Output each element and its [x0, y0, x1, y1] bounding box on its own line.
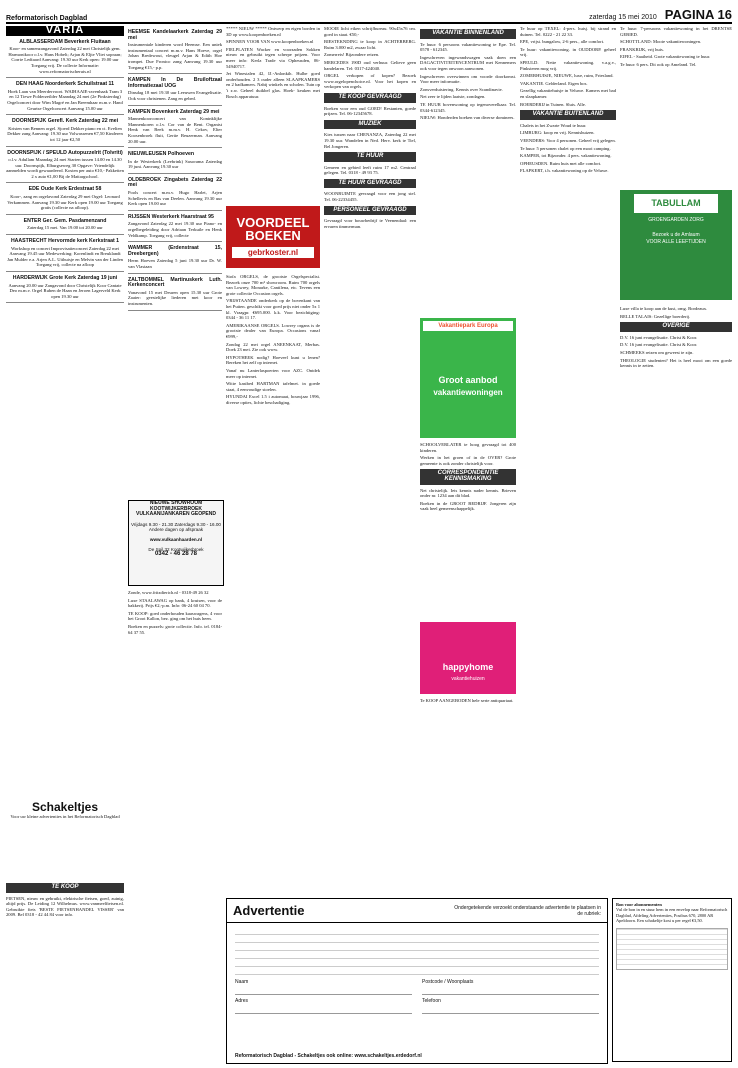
contact-fields [227, 979, 607, 1017]
varia-event [6, 82, 124, 115]
classified-item: Kies tussen naar CHENANZA, Zaterdag 22 mei 19.30 uur. Wandelen in Ned. Herv. kerk te Tiel, Bel Jongeren. [324, 132, 416, 149]
classified-item: BELLE TALAIS: Gezellige boerderij. [620, 313, 691, 319]
ad-headline: happyhome [442, 662, 494, 672]
event-text: Herm Hoeven Zaterdag 5 juni 19.30 uur Dr. W. van Vlastaan [128, 258, 222, 269]
event-block [128, 110, 222, 149]
classified-item: Stofa ORGELS, de grootste Orgelspecialist. Bezoek onze 700 m² showroom. Ruim 700 orgels van Lowrey, Monarke, Cantilena, etc. Tevens een grote collectie Occasion orgels. [226, 274, 320, 296]
classified-item: Ingeschreven overwinnen om voorde doorkomst. Voor meer informatie. [420, 73, 516, 85]
classified-item: ORGEL verkopen of kopen? Bezoek www.orgelopenchoice.nl. Voor het kopen en verkopen van orgels. [324, 73, 416, 90]
classified-item: BIESTEKNDING te koop in ACHTERBERG. Ruim 3.000 m2, zwaar licht. [324, 39, 416, 50]
varia-title: VARIA [6, 26, 124, 36]
column-2 [128, 26, 222, 496]
ad-line: VOOR ALLE LEEFTIJDEN [646, 239, 706, 245]
ad-title: NIEUWE SHOWROOM KOOTWIJKERBROEK VULKAANIJANKAREN GEOPEND [135, 500, 216, 518]
classified-item: Te huur: 5 personen chalet op een mooi camping. [520, 145, 611, 151]
event-text: Koor- en samenzangavond Zaterdag 22 mei Christelijk gem. Harmonikoor o.l.v. Hans Hobelt; Arjan & Eljte Vliet sopraan; Corrie Ledtaard Aanvang: 19.30 uur Kerk open: 19.00 uur Toegang vrij. De collecte Informatie: www.reformatorischeruis.nl [8, 46, 122, 74]
ad-sub: GROENGARDEN ZORG [648, 217, 704, 223]
field-label: Telefoon [422, 998, 441, 1004]
event-title: HARDERWIJK Grote Kerk Zaterdag 19 juni [12, 275, 118, 281]
classified-item: Gezellig vakantiehuisje in Veluwe. Kamers met bad en slaapkamer. [520, 88, 616, 99]
page-date: zaterdag 15 mei 2010 [589, 14, 657, 21]
section-heading: PERSONEEL GEVRAAGD [324, 206, 416, 216]
classified-item: Net christelijk. Iets kennis nader kennis. Brieven onder nr. 1234 aan dit blad. [420, 487, 516, 499]
subscription-coupon [612, 898, 732, 1062]
event-block [128, 278, 222, 311]
classified-item: Te huur: 6 pers. Dit ook op Ameland. Tel. [620, 61, 697, 67]
classified-item: Gemeen en gebied leeft ruim 17 m2. Centraal gelegen. Tel. 0318 - 49 93 75. [324, 164, 416, 176]
classified-item: NIEUW: Honderden boeken van diverse dominees. [420, 115, 515, 121]
event-title: NIEUWLEUSEN Polhoeven [128, 151, 195, 158]
classified-item: Te huur op TEXEL: 4-pers. huisj. bij strand en duinen. Tel. 0222 - 21 22 33. [520, 26, 616, 37]
event-title: DOORNSPIJK Gerefl. Kerk Zaterdag 22 mei [11, 118, 119, 125]
classified-item: SPINNEN VOOR VAN www.koopenboeken.nl [226, 39, 314, 45]
varia-event [6, 239, 124, 272]
event-title: KAMPEN Bovenkerk Zaterdag 29 mei [128, 108, 220, 115]
classified-item: Ingeschreven ingewandswagen vaak doen een DAGACTIVITEITENCENTRUM met Kennemers ook voor tegen onwoon aanwonen. [420, 54, 516, 71]
event-text: Mannenkoorconcert van Koninklijke Mannenkoren o.l.v. Cor van de Bent. Organist Henk van Beek m.m.v. H. Cekov, Elter Koosenbroek fluit, Gertie Beuzerman. Aanvang 20.00 uur. [128, 116, 222, 144]
classified-item: SCHOTTLAND: Mooie vakantiewoningen. [620, 39, 702, 45]
classified-item: Zondag 22 mei orgel ANEENKAAT, Merbas. Doek 23 mei. Zie ook www. [226, 341, 320, 353]
varia-event [6, 151, 124, 184]
section-heading: TE HUUR [324, 152, 416, 162]
event-text: Vanavond 15 mei Deuren open 15.30 uur Grote Zaaier: geestelijke liederen met koor en instrumenten. [128, 289, 222, 306]
classified-item: Net zeer te lijden laatste, zondagen. [420, 94, 486, 100]
event-text: Aanvang 20.00 uur Zangavond door Christelijk Koor Cantate Deo m.m.v. Orgel Ruben de Haan en Jeroen Lagerveld Kerk open 19.30 uur [8, 282, 122, 299]
classified-item: Jet Winestalen 42, IJ.-Anlonkih. Hulbe goed onderhouden. 2 3 ouder alleen SLAAPKAMERS en 2 badkamers. Nabij winkels en scholen. Tuin op 't z.w. Geheel duikbel glas. Hoek- keuken met Bosch apparatuur. [226, 71, 320, 99]
field-label: Adres [235, 998, 249, 1004]
phone-field[interactable] [422, 1007, 599, 1014]
event-text: Hoek Laan van Meerdervoort. WAIHAAIE-ravenhaak Tram 3 en 12 Tiewe Polderzeilder Maandag 24 mei (2e Pinksterdag) Orgelconcert door Wim Magré en Jan Breemhaar m.m.v. Hand Geurtse Orgelconcert Aanvang 15.00 uur [7, 88, 123, 111]
column-7-top [620, 26, 732, 186]
column-3-body [226, 274, 320, 894]
event-text: Pools concert m.m.v. Hugo Harlet, Arjen Schellevis en Bas van Deelen. Aanvang 19.30 uur Kerk open 19.00 uur [128, 190, 222, 207]
classified-item: Witte kastbed HARTMAN tafelmet. in goede staat, 4 eenvoudige stoelen. [226, 381, 320, 392]
event-text: Instrumentale kinderen word Heemse. Een uniek instrumentaal concert m.m.v. Hans Hoeve, orgel Johan Bredewout, vleugel Arjan & Edith Hoe trompet. Due Fronico zang Aanvang 19.30 uur Toegang €15,- p.p. [128, 42, 222, 70]
event-title: OLDEBROEK Zingabets Zaterdag 22 mei [128, 176, 222, 189]
classified-item: MERCEDES 190D oud verhuur. Gelieve geen handelaren. Tel: 0317-424040. [324, 59, 416, 71]
event-text: Dinsdag 18 mei 19.30 uur Leeuwen Evangelisatie. Ook voor christenen. Zang en gebed. [128, 90, 222, 101]
column-5-mid [420, 442, 516, 618]
page-label: PAGINA [664, 7, 714, 22]
column-2-tekoop [128, 590, 222, 890]
classified-item: Te KOOP AANGEBODEN hele serie antiquariaat. [420, 698, 514, 703]
event-text: Zaterdag 15 mei. Van 19.00 tot 20.00 uur [27, 225, 103, 231]
event-text: Kristen van Bennen orgel. Sjoerd Dekker piano en ct. Evelien Dekker zang Aanvang: 19.30 uur Volwassenen €7,50 Kinderen tot 12 jaar €2,50 [7, 125, 123, 142]
ad-address: De Spil 32 Kootwijkerbroek [148, 546, 204, 552]
classified-item: THEOLOGIE studenten? Het is heel mooi om een goede kennis in te zetten. [620, 357, 732, 369]
schakeltjes-subtitle: Voor uw kleine advertenties in het Reformatorisch Dagblad [10, 814, 120, 819]
coupon-title: Bon voor abonnementen [616, 902, 662, 907]
advertentie-subtitle: Ondergetekende verzoekt onderstaande advertentie te plaatsen in de rubriek: [454, 904, 601, 917]
event-title: ALBLASSERDAM Beverkerk Fluitaan [19, 38, 111, 45]
classified-item: BOERDERIJ in Tuinen. Sluis. Alle. [520, 101, 586, 107]
classified-item: WOONRUIMTE gevraagd voor een jong stel. Tel. 06-22334455. [324, 191, 416, 203]
event-block [128, 246, 222, 273]
event-title: DOORNSPIJK / SPEULD Autopuzzelrit (Tolvriti) [7, 149, 123, 156]
field-label: Postcode / Woonplaats [422, 979, 474, 985]
classified-item: AMERIKAANSE ORGELS. Lowrey organs is de grootste dealer van Europa. Occasions vanaf €999,- [226, 322, 320, 339]
varia-event [6, 276, 124, 303]
section-heading: TE HUUR GEVRAAGD [324, 179, 416, 189]
field-label: Naam [235, 979, 249, 985]
event-text: Workshop en concert Improvisatieconcert Zaterdag 22 mei Aanvang 19.45 uur Medewerking: Korenlindt en Breuklandt Jan Mulder e.a. Arjen A.L. Uithuisje en Melvin van der Linden Toegang vrij, collecte na afloop [7, 245, 123, 268]
classified-item: SCHMEEKS reizen om geweest te zijn. [620, 349, 694, 355]
vulkaanhaarden-ad[interactable] [128, 500, 224, 586]
classified-item: MOOIE licht eiken schrijfbureau. 90x45x76 cm. goed in staat. €50,- [324, 26, 416, 37]
event-title: EDE Oude Kerk Erdestraat 58 [28, 186, 102, 193]
classified-item: Luxe villa te koop aan de kust, omg. Bordeaux. [620, 306, 708, 311]
column-4 [324, 26, 416, 894]
event-title: DEN HAAG Noorderkerk Schuilstraat 11 [15, 81, 115, 88]
te-koop-heading: TE KOOP [6, 883, 124, 893]
advertentie-footer: Reformatorisch Dagblad - Schakeltjes ook online: www.schakeltjes.erdedorf.nl [235, 1053, 422, 1059]
classified-item: HYPOTHEEK nodig? Hoeveel kunt u lenen? Bereken het zelf op internet. [226, 354, 320, 366]
event-text: Koor-, zang en orgelavond Zaterdag 29 mei Orgel: Leonard Verkammen. Aanvang 19.30 uur Kerk open 19.00 uur Toegang gratis (collecte na afloop). [7, 194, 123, 211]
advertentie-form [226, 898, 608, 1064]
event-block [128, 178, 222, 211]
ad-headline: VOORDEEL BOEKEN [236, 215, 310, 243]
varia-column [6, 26, 124, 756]
classified-item: Boeken voor een oud GOED! Restanten, goede prijzen. Tel. 06-12345678. [324, 105, 416, 117]
schakeltjes-logo-block [6, 760, 124, 880]
classified-item: Werken in het groen of in de OVER? Grote gemeente is ook zonder christelijk voor. [420, 455, 516, 466]
varia-event [6, 119, 124, 146]
page-header [6, 2, 732, 24]
event-title: ZALTBOMMEL Martinuskerk Luth. Kerkenconcert [128, 276, 222, 289]
classified-item: SPEULD. Nette vakantiewoning. v.a.g.v., Pinksteren mog vrij. [520, 59, 616, 71]
advertentie-header [227, 899, 607, 923]
classified-item: HYUNDAI Excel 1.5 i automaat, bouwjaar 1996, diverse opties, lichte beschadiging. [226, 394, 320, 405]
classified-item: EPE, vrijst. bungalow, 2-6 pers., alle comfort. [520, 39, 605, 45]
classified-item: Luxe STAALAWAG op bank, 4 kruisen, voor de bakkerij. Prijs €2,-p.m. Info: 06-24 60 04 70. [128, 597, 222, 609]
event-text: In de Westerkerk (Leebrink) Saxorama Zaterdag 19 juni. Aanvang 19.30 uur [128, 158, 222, 170]
ad-sub: vakantiewoningen [433, 388, 503, 397]
te-koop-text: PIETSEN, nieuw en gebruikt, elektrische fietsen, goed, zuinig, altijd prijs. De Leiding 12 Wilhelmus. www.vanmeelfietsen.nl. Gebruikte fiets 'BESTE FIETSENHANDEL VISSER' van 2009. Bel 0318 - 42 44 84 voor info. [6, 895, 124, 918]
classified-item: Te huur: 7-persoons vakantiewoning in het DRENTSE GEBIED. [620, 26, 732, 37]
classified-item: Vanaf nu Lanterlaspoerten voor AZC. Ontdek meer op internet. [226, 367, 320, 379]
ad-text-lines[interactable] [227, 923, 607, 979]
event-title: WAMMER (Erdenstraat 15, Dreebergen) [128, 245, 222, 257]
event-title: HEEMSE Kandelaarkerk Zaterdag 29 mei [128, 29, 222, 41]
varia-event [6, 219, 124, 235]
classified-item: OPHEUSDEN. Ruim huis met alle comfort. [520, 160, 602, 166]
voordeel-boeken-ad[interactable] [226, 206, 320, 268]
classified-item: FLAPKERT, t.h. vakantiewoning op de Veluwe. [520, 168, 609, 174]
advertentie-title: Advertentie [233, 903, 305, 918]
section-heading: OVERIGE [620, 322, 732, 332]
ad-sub: vakantiehuizen [451, 676, 485, 682]
address-field[interactable] [235, 1007, 412, 1014]
classified-item: ZOMERHUISJE, NIEUWE, luxe, ruim, Friesland. [520, 73, 614, 79]
event-title: KAMPEN In De Bruiloftzaal Informatiezaal UOG [128, 77, 222, 89]
name-field[interactable] [235, 988, 412, 995]
event-title: RIJSSEN Westerkerk Haarstraat 95 [128, 213, 214, 220]
column-5-top [420, 26, 516, 314]
classified-item: Te huur: 6 persoons vakantiewoning te Epe. Tel. 0578 - 612345. [420, 41, 516, 53]
ad-url[interactable]: gebrkoster.nl [232, 247, 314, 258]
event-text: o.l.v. Adullam Maandag 24 mei Starten tussen 14.00 en 14.30 uur. Doornspijk, Elburgseweg 30 Opgave: Vriendelijk aanmelden wordt gewaardeerd. Kosten per auto €10,- Pakketten 2 x auto €1,00 Bij de Mattargschool. [6, 157, 124, 179]
publication-name: Reformatorisch Dagblad [6, 15, 88, 22]
classified-item: Te huur: vakantiewoning. in OUDDORP. geheel vrij. [520, 46, 616, 58]
event-block [128, 78, 222, 105]
ad-logo: TABULLAM [634, 194, 718, 213]
classified-item: TE HUUR bovenwoning op tegenoverelkaar. Tel. 0344-612345. [420, 101, 516, 113]
page-info [589, 7, 732, 22]
classified-item: VAKANTIE. Gelderland. Eigen bos. [520, 80, 588, 86]
groot-aanbod-ad[interactable] [420, 318, 516, 438]
tabullam-ad[interactable] [620, 190, 732, 300]
coupon-grid[interactable] [616, 928, 728, 970]
te-koop-col1 [6, 880, 124, 918]
coupon-text: Vul de bon in en stuur hem in een envelop naar Reformatorisch Dagblad, Afdeling Advertenties, Postbus 670, 2800 AR Apeldoorn. Een schakeltje kost u per regel €3,50. [616, 907, 728, 924]
classified-item: Gevraagd voor bouwbedrijf te Veenendaal: een ervaren timmerman. [324, 218, 416, 229]
classified-item: VEENDERS: Voor 4 personen. Geheel vrij gelegen. [520, 137, 616, 143]
varia-event [6, 40, 124, 79]
column-5-bottom [420, 698, 516, 894]
section-heading: TE KOOP GEVRAAGD [324, 93, 416, 103]
ad-top: Vakantiepark Europa [423, 321, 513, 331]
event-title: HAASTRECHT Hervormde kerk Kerkstraat 1 [10, 238, 120, 245]
ad-url[interactable]: www.vulkaanhaarden.nl [149, 536, 203, 542]
classified-item: SCHOOLVERLATER te hoog gevraagd tot 400 kinderen. [420, 442, 516, 453]
ad-headline: Groot aanbod [438, 375, 498, 385]
classified-item: FRANKRIJK, vrij huis. [620, 46, 664, 52]
event-title: ENTER Ger. Gem. Pasdamenzand [23, 217, 107, 224]
classified-item: Chalets in het Zwarte Woud te huur. [520, 122, 587, 128]
classified-item: LIMBURG: koop en vrij. Kennishuizen. [520, 130, 595, 136]
ad-phone: 0342 - 46 28 78 [154, 551, 198, 558]
event-text: Zangavond Zaterdag 22 mei 19.30 uur Piano- en orgelbegeleiding door Adriaan Terkuile en Henk Veldkamp. Toegang vrij, collecte [128, 221, 222, 238]
section-heading: VAKANTIE BUITENLAND [520, 110, 616, 120]
event-block [128, 30, 222, 74]
column-3-top [226, 26, 320, 202]
varia-event [6, 187, 124, 214]
page-number: 16 [717, 7, 732, 22]
classified-item: FIELPLATEN Wacker en voorzaden Sokken nieuw en gebruikt tegen scherpe prijzen. Voor meer info: Kerla Trade via Opheusden, 06-54940717. [226, 46, 320, 69]
classified-item: EIFEL - Saaiheid. Grote vakantiewoning te huur. [620, 54, 711, 60]
event-block [128, 215, 222, 242]
event-block [128, 152, 222, 174]
ad-line: Bezoek u de Amlaum [652, 232, 700, 238]
classified-item: Boeken en puzzels: grote collectie. Info. tel. 0184-64 37 55. [128, 623, 222, 635]
classified-item: Boeken in de GROOT BEDRIJF. Jongeren zijn vaak heel gemeenschappelijk. [420, 500, 516, 512]
classified-item: VRIJSTAANDE onderkerk op de bovenkant van het Putten. geschikt voor goed prijs niet onder 5x 1 kl. Vraagpr. €695.000. k.k. Voor bezichtiging: 0344 - 36 11 17. [226, 298, 320, 321]
classified-item: KAMPER, tot Bijzonder. 4 pers. vakantiewoning. [520, 153, 612, 159]
classified-item: TE KOOP: goed onderhouden kaaswagens, 4 voor het Groot Kallon, bez. ging om het huis heen. [128, 610, 222, 622]
postcode-field[interactable] [422, 988, 599, 995]
happyhome-ad[interactable] [420, 622, 516, 694]
schakeltjes-title: Schakeltjes [31, 800, 99, 814]
ad-hours: Vrijdags 9.30 - 21.30 Zaterdags 9.30 - 16.00 Andere dagen op afspraak [131, 521, 221, 533]
classified-item: Zomerreis! Bijzondere reizen. [324, 52, 380, 58]
section-heading: VAKANTIE BINNENLAND [420, 29, 516, 39]
column-6 [520, 26, 616, 894]
column-7-body [620, 306, 732, 892]
section-heading: CORRESPONDENTIE KENNISMAKING [420, 469, 516, 484]
classified-item: Zonsverduistering. Kennis over Scandinavie. [420, 86, 503, 92]
classified-item: D.V. 16 juni evangelisatie. Christ & Koor. [620, 342, 698, 348]
classified-item: ***** NIEUW ***** Ontwerp en eigen borden in 3D op www.koopenboeken.nl [226, 26, 320, 37]
classified-item: D.V. 16 juni evangelisatie. Christ & Koor. [620, 334, 698, 340]
classified-item: Zonde, www.fritzdierich.nl - 0318-49 26 32 [128, 590, 209, 595]
section-heading: MUZIEK [324, 120, 416, 130]
